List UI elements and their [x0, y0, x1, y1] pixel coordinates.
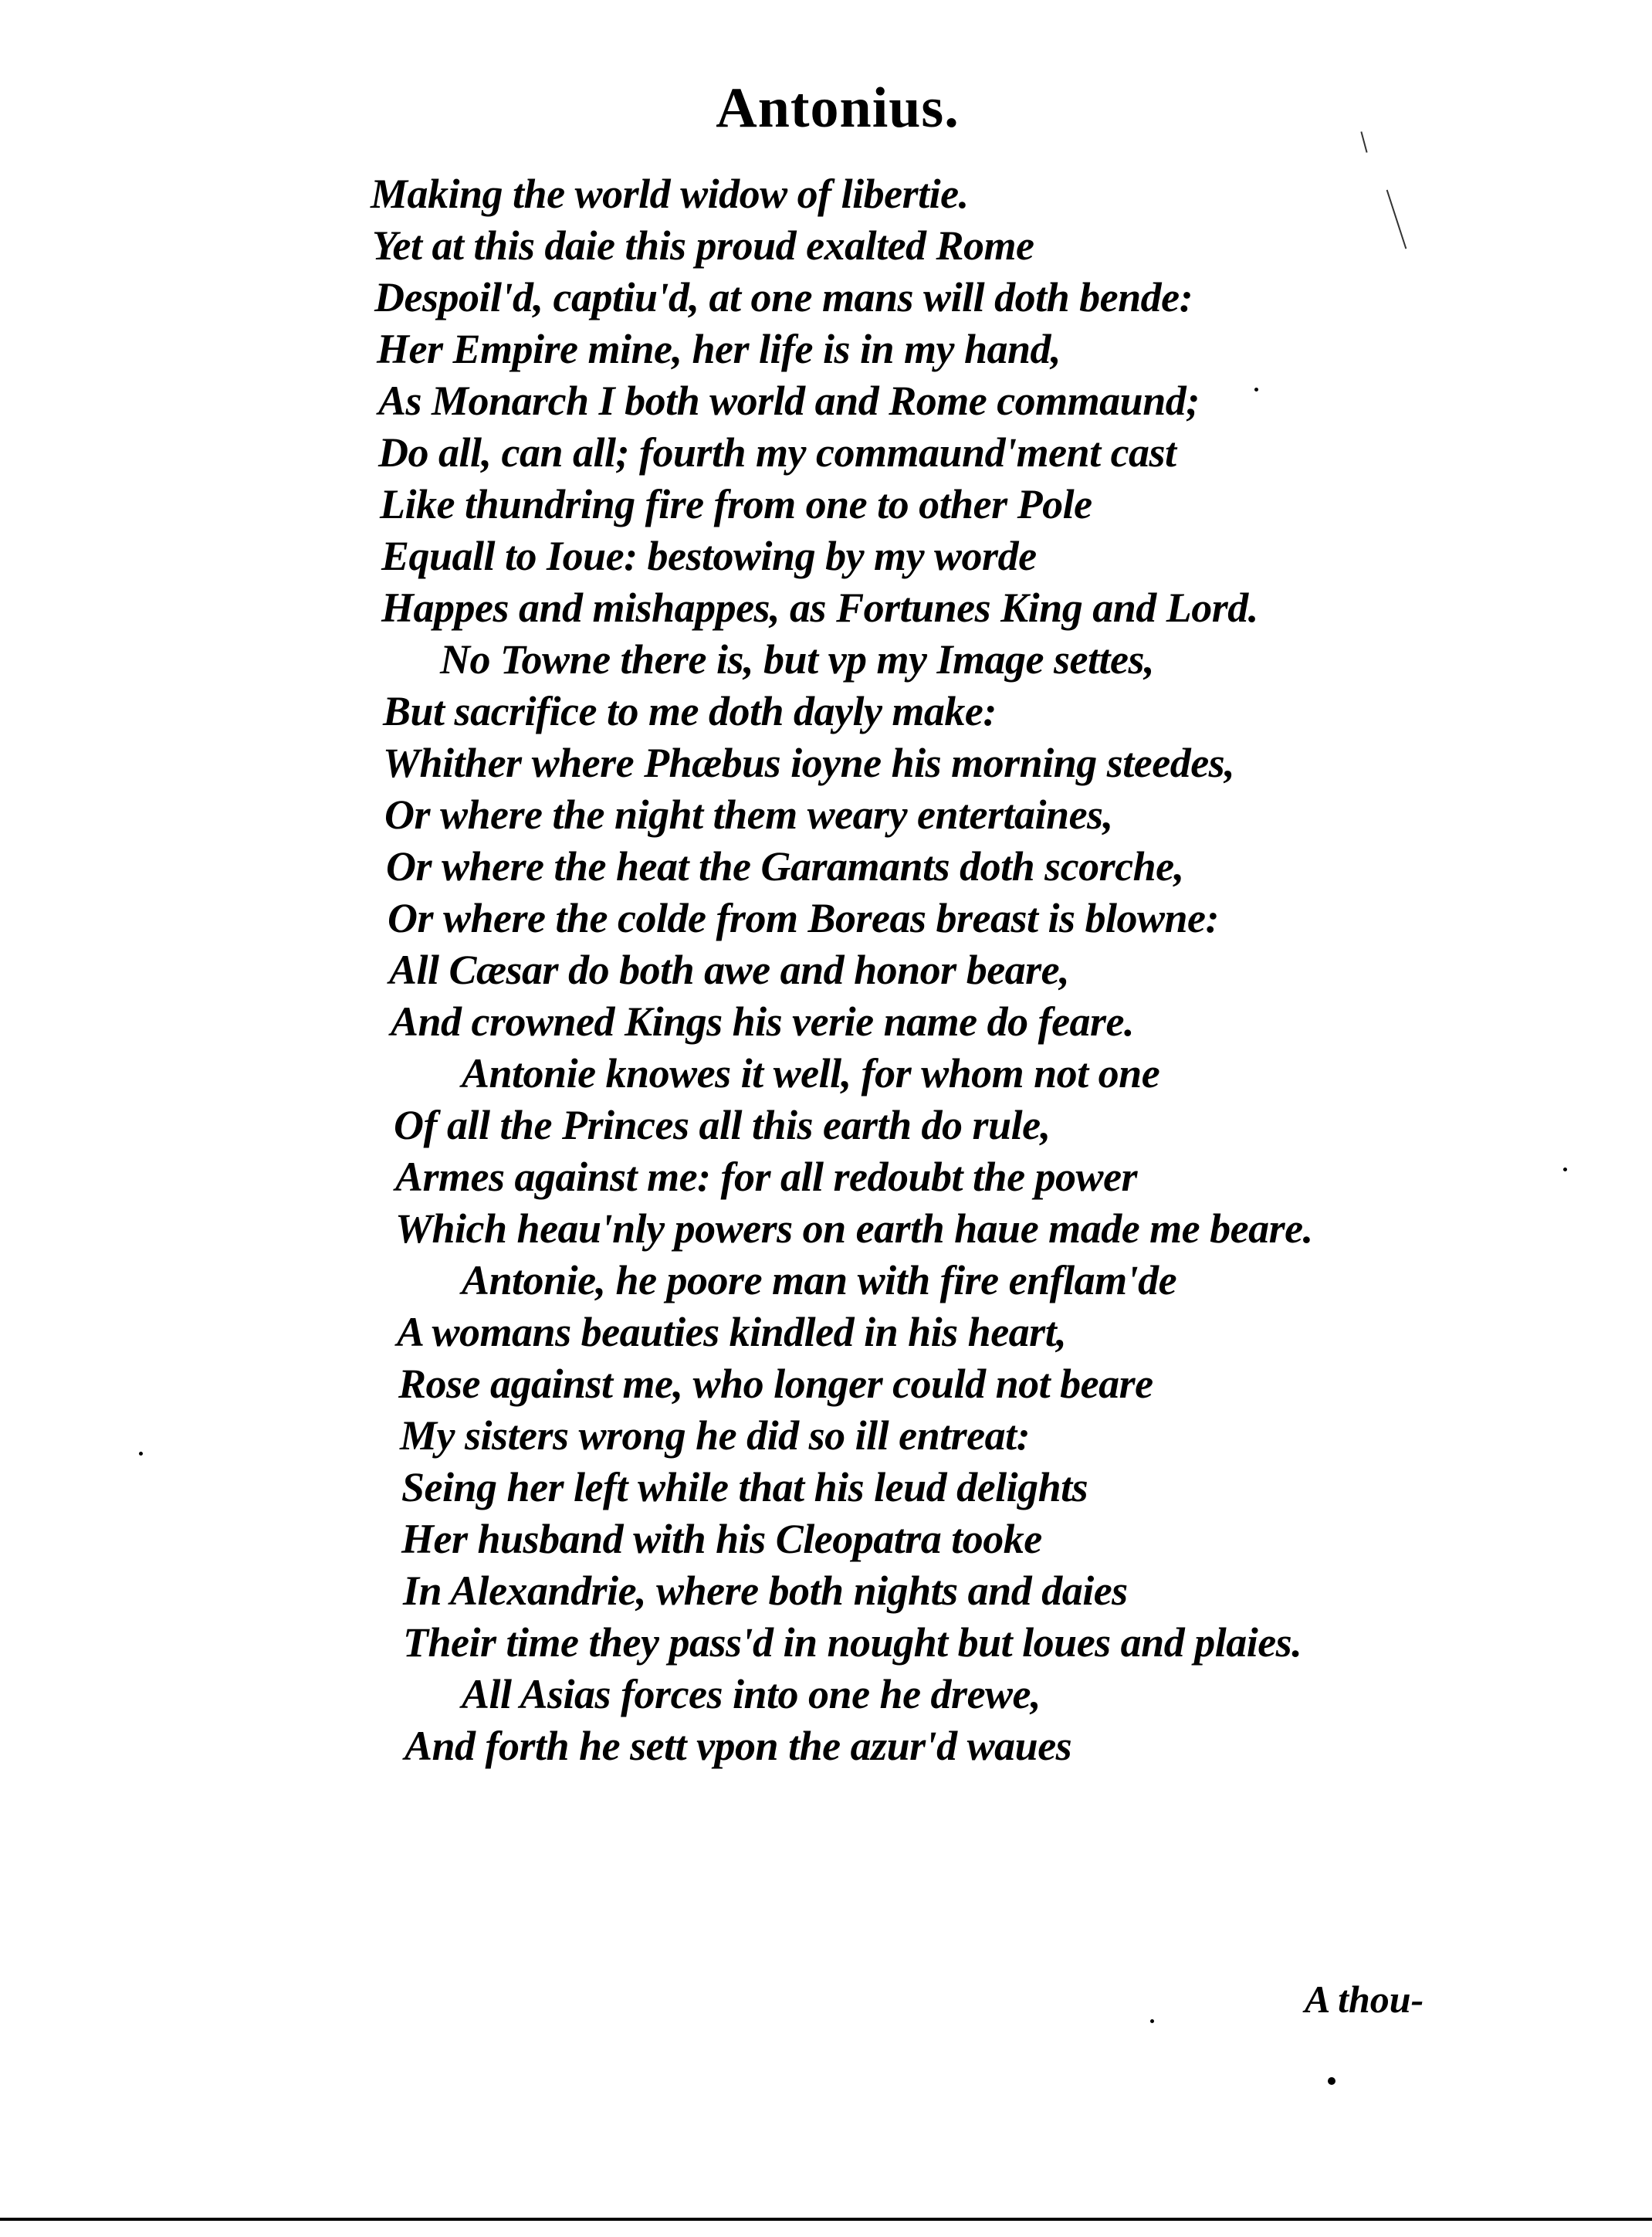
scan-speck: [1328, 2077, 1335, 2085]
verse-line: Equall to Ioue: bestowing by my worde: [381, 533, 1037, 579]
verse-line: Antonie knowes it well, for whom not one: [462, 1050, 1160, 1096]
verse-line: Yet at this daie this proud exalted Rome: [372, 222, 1034, 269]
verse-line: Or where the colde from Boreas breast is blowne:: [388, 895, 1219, 941]
verse-line: A womans beauties kindled in his heart,: [397, 1309, 1067, 1355]
verse-line: Her Empire mine, her life is in my hand,: [377, 326, 1061, 372]
verse-line: Which heau'nly powers on earth haue made me beare.: [395, 1205, 1313, 1252]
verse-line: Making the world widow of libertie.: [371, 171, 969, 217]
verse-line: Whither where Phæbus ioyne his morning steedes,: [383, 740, 1235, 786]
verse-line: Armes against me: for all redoubt the power: [395, 1154, 1138, 1200]
verse-line: No Towne there is, but vp my Image settes,: [440, 636, 1154, 683]
verse-line: All Asias forces into one he drewe,: [462, 1671, 1041, 1717]
verse-line: Like thundring fire from one to other Pole: [380, 481, 1092, 527]
verse-line: Her husband with his Cleopatra tooke: [401, 1516, 1042, 1562]
verse-line: My sisters wrong he did so ill entreat:: [400, 1412, 1031, 1459]
verse-line: In Alexandrie, where both nights and daies: [403, 1568, 1128, 1614]
verse-line: Antonie, he poore man with fire enflam'de: [462, 1257, 1177, 1303]
page-bottom-edge: [0, 2218, 1652, 2221]
verse-line: Do all, can all; fourth my commaund'ment cast: [378, 429, 1176, 476]
scan-speck: [139, 1452, 143, 1456]
verse-line: All Cæsar do both awe and honor beare,: [389, 947, 1070, 993]
verse-line: As Monarch I both world and Rome commaund;: [378, 378, 1200, 424]
verse-line: Seing her left while that his leud delights: [401, 1464, 1088, 1510]
running-head: Antonius.: [716, 76, 960, 140]
verse-line: Or where the night them weary entertaines,: [384, 791, 1113, 838]
verse-line: But sacrifice to me doth dayly make:: [383, 688, 997, 734]
verse-line: And crowned Kings his verie name do feare.: [391, 998, 1135, 1045]
verse-line: Of all the Princes all this earth do rule,: [394, 1102, 1051, 1148]
verse-line: And forth he sett vpon the azur'd waues: [405, 1723, 1072, 1769]
scan-speck: [1254, 388, 1258, 391]
verse-line: Rose against me, who longer could not beare: [398, 1361, 1153, 1407]
catchword: A thou-: [1305, 1978, 1424, 2021]
verse-line: Their time they pass'd in nought but loues and plaies.: [403, 1619, 1302, 1666]
verse-line: Despoil'd, captiu'd, at one mans will doth bende:: [374, 274, 1193, 320]
verse-line: Or where the heat the Garamants doth scorche,: [386, 843, 1184, 890]
scan-speck: [1563, 1168, 1567, 1171]
verse-line: Happes and mishappes, as Fortunes King and Lord.: [381, 585, 1258, 631]
scan-scratch: [1386, 190, 1407, 249]
scan-speck: [1150, 2019, 1154, 2023]
